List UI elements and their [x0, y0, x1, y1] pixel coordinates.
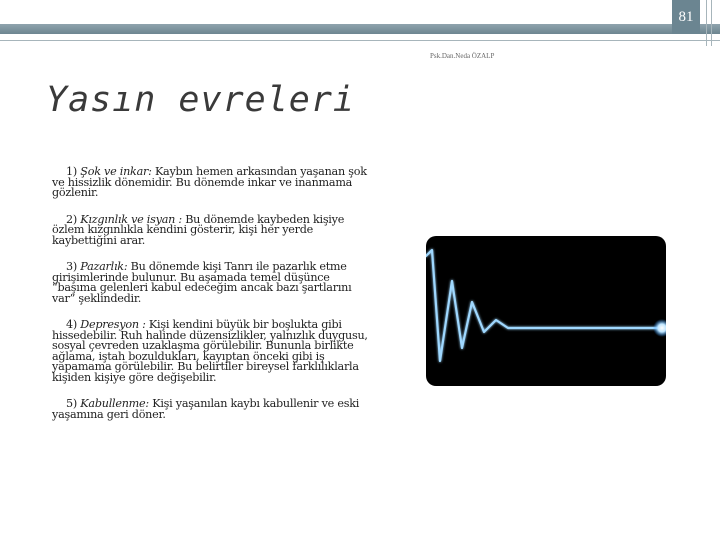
ecg-line — [426, 250, 666, 361]
item-number: 2) — [66, 212, 77, 226]
item-term: Pazarlık: — [80, 260, 128, 273]
item-term: Kızgınlık ve isyan : — [80, 212, 182, 226]
item-term: Şok ve inkar: — [80, 165, 152, 178]
slide-title: Yasın evreleri — [46, 80, 356, 120]
ecg-glow-dot — [653, 319, 666, 337]
item-number: 4) — [66, 318, 77, 331]
item-number: 5) — [66, 397, 77, 410]
item-number: 1) — [66, 165, 77, 178]
item-text: Kişi kendini büyük bir boşlukta gibi hissedebilir. Ruh halinde düzensizlikler, yalnızlık duygusu, sosyal çevreden uzaklaşma görülebilir. Bununla birlikte ağlama, iştah bozuldukları, kayıptan önceki gibi iş yapamama görülebilir. Bu belirtiler bireysel farklılıklarla kişiden kişiye göre değişebilir. — [52, 318, 368, 384]
item-text: Kişi yaşanılan kaybı kabullenir ve eski yaşamına geri döner. — [52, 397, 360, 421]
list-item — [52, 212, 374, 247]
item-text: Bu dönemde kişi Tanrı ile pazarlık etme girişimlerinde bulunur. Bu aşamada temel düşünce “başıma gelenleri kabul edeceğim ancak bazı şartlarını var” şeklindedir. — [52, 260, 352, 305]
item-term: Depresyon : — [80, 318, 146, 331]
ecg-flatline-image — [426, 236, 666, 386]
slide-number: 81 — [672, 0, 700, 34]
list-item — [52, 167, 374, 199]
item-number: 3) — [66, 260, 77, 273]
item-term: Kabullenme: — [80, 397, 149, 410]
item-text: Bu dönemde kaybeden kişiye özlem kızgınlıkla kendini gösterir, kişi her yerde kaybettiğini arar. — [52, 212, 345, 247]
list-item — [52, 399, 374, 420]
ecg-graphic — [426, 236, 666, 386]
stages-list — [52, 167, 374, 436]
list-item — [52, 262, 374, 304]
list-item — [52, 320, 374, 383]
decorative-line — [0, 40, 720, 41]
slide-header-bar — [0, 24, 720, 34]
author-name: Psk.Dan.Neda ÖZALP — [430, 52, 495, 60]
item-text: Kaybın hemen arkasından yaşanan şok ve hissizlik dönemidir. Bu dönemde inkar ve inanmama gözlenir. — [52, 165, 367, 199]
